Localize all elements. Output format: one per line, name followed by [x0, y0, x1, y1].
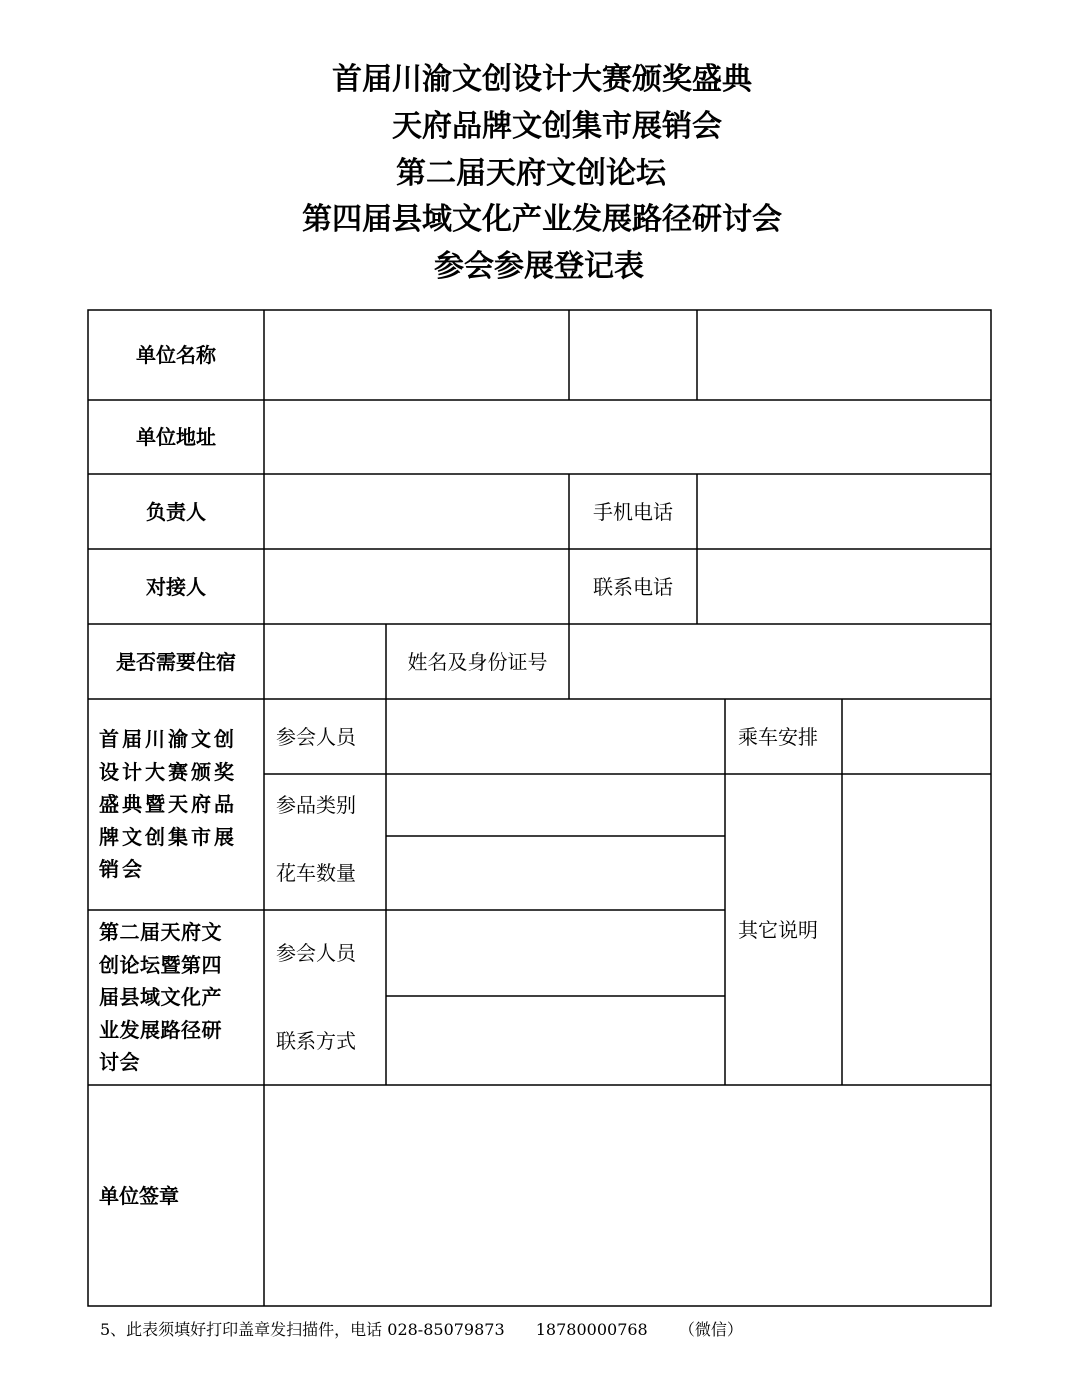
principal-label: 负责人 [146, 499, 206, 524]
accommodation-field[interactable] [265, 625, 385, 698]
float-count-label: 花车数量 [276, 861, 356, 885]
footer-wechat: （微信） [678, 1320, 743, 1339]
form-title: 参会参展登记表 [434, 249, 644, 284]
event1-label-line: 盛典暨天府品 [99, 792, 237, 816]
float-count-field[interactable] [387, 837, 724, 909]
unit-name-extra-field-1[interactable] [570, 311, 696, 399]
seal-field[interactable] [265, 1086, 990, 1305]
name-id-field[interactable] [570, 625, 990, 698]
mobile-field[interactable] [698, 475, 990, 548]
footer-phone-2: 18780000768 [535, 1320, 648, 1339]
event2-label-line: 第二届天府文 [99, 920, 222, 944]
contact-phone-field[interactable] [698, 550, 990, 623]
vehicle-label: 乘车安排 [738, 724, 818, 749]
event1-label [99, 723, 237, 886]
other-notes-field[interactable] [843, 775, 990, 1084]
footer-note-text: 5、此表须填好打印盖章发扫描件，电话 028-85079873 [100, 1320, 505, 1339]
contact-method-field[interactable] [387, 997, 724, 1084]
accommodation-label: 是否需要住宿 [116, 649, 236, 674]
event1-label-line: 设计大赛颁奖 [99, 759, 237, 784]
event2-label [99, 916, 222, 1079]
event1-label-line: 首届川渝文创 [99, 727, 237, 751]
contact-method-label: 联系方式 [276, 1028, 356, 1053]
contact-person-label: 对接人 [146, 574, 206, 599]
unit-name-extra-field-2[interactable] [698, 311, 990, 399]
name-id-label: 姓名及身份证号 [407, 649, 548, 674]
unit-name-label: 单位名称 [136, 343, 216, 367]
event2-label-line: 创论坛暨第四 [99, 952, 222, 977]
event1-label-line: 牌文创集市展 [99, 824, 237, 849]
mobile-label: 手机电话 [593, 499, 673, 524]
title-line-3: 第二届天府文创论坛 [396, 156, 666, 191]
title-line-2: 天府品牌文创集市展销会 [392, 109, 722, 144]
event2-label-line: 业发展路径研 [99, 1017, 222, 1042]
footer-note [100, 1318, 769, 1342]
event2-label-line: 届县域文化产 [99, 985, 222, 1009]
attendees-field-1[interactable] [387, 700, 724, 773]
contact-person-field[interactable] [265, 550, 568, 623]
unit-name-field[interactable] [265, 311, 568, 399]
category-label: 参品类别 [276, 793, 356, 817]
event2-label-line: 讨会 [99, 1050, 140, 1074]
vehicle-field[interactable] [843, 700, 990, 773]
principal-field[interactable] [265, 475, 568, 548]
event1-label-line: 销会 [99, 857, 145, 881]
attendees-label-2: 参会人员 [276, 941, 356, 965]
attendees-label-1: 参会人员 [276, 724, 356, 749]
seal-label: 单位签章 [99, 1183, 179, 1208]
title-line-1: 首届川渝文创设计大赛颁奖盛典 [332, 62, 752, 97]
attendees-field-2[interactable] [387, 911, 724, 995]
other-notes-label: 其它说明 [738, 917, 818, 942]
contact-phone-label: 联系电话 [593, 574, 673, 599]
category-field[interactable] [387, 775, 724, 835]
title-line-4: 第四届县域文化产业发展路径研讨会 [302, 202, 782, 237]
unit-address-label: 单位地址 [136, 425, 216, 449]
unit-address-field[interactable] [265, 401, 990, 473]
